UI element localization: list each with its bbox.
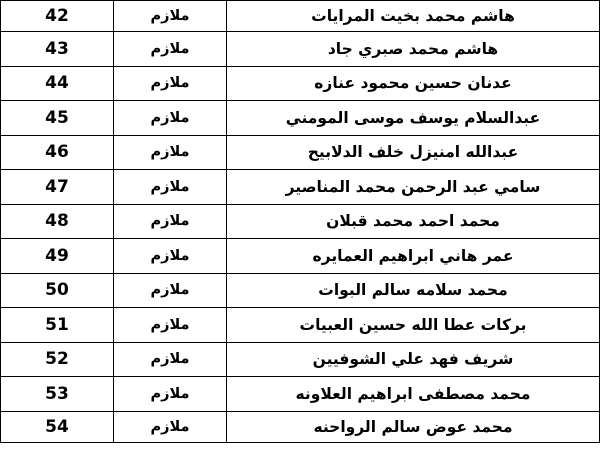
roster-table-body xyxy=(1,1,600,443)
cell-name: عبدالسلام يوسف موسى المومني xyxy=(227,101,600,136)
cell-number: 43 xyxy=(1,32,114,67)
cell-rank: ملازم xyxy=(114,239,227,274)
cell-name: عدنان حسين محمود عنازه xyxy=(227,66,600,101)
table-row xyxy=(1,204,600,239)
cell-number: 46 xyxy=(1,135,114,170)
cell-name: محمد عوض سالم الرواحنه xyxy=(227,411,600,442)
table-row xyxy=(1,101,600,136)
cell-rank: ملازم xyxy=(114,411,227,442)
cell-name: هاشم محمد بخيت المرايات xyxy=(227,1,600,32)
table-row xyxy=(1,1,600,32)
table-row xyxy=(1,377,600,412)
table-row xyxy=(1,411,600,442)
table-row xyxy=(1,273,600,308)
cell-name: عبدالله امنيزل خلف الدلابيح xyxy=(227,135,600,170)
cell-rank: ملازم xyxy=(114,273,227,308)
cell-rank: ملازم xyxy=(114,204,227,239)
table-row xyxy=(1,342,600,377)
cell-name: هاشم محمد صبري جاد xyxy=(227,32,600,67)
cell-rank: ملازم xyxy=(114,170,227,205)
cell-rank: ملازم xyxy=(114,32,227,67)
table-row xyxy=(1,66,600,101)
cell-number: 49 xyxy=(1,239,114,274)
cell-name: محمد احمد محمد قبلان xyxy=(227,204,600,239)
cell-rank: ملازم xyxy=(114,135,227,170)
cell-name: محمد سلامه سالم البوات xyxy=(227,273,600,308)
cell-number: 42 xyxy=(1,1,114,32)
cell-name: بركات عطا الله حسين العبيات xyxy=(227,308,600,343)
table-row xyxy=(1,239,600,274)
cell-number: 47 xyxy=(1,170,114,205)
cell-number: 54 xyxy=(1,411,114,442)
cell-number: 50 xyxy=(1,273,114,308)
cell-number: 52 xyxy=(1,342,114,377)
cell-rank: ملازم xyxy=(114,1,227,32)
cell-name: عمر هاني ابراهيم العمايره xyxy=(227,239,600,274)
table-row xyxy=(1,308,600,343)
table-row xyxy=(1,32,600,67)
table-row xyxy=(1,170,600,205)
cell-number: 48 xyxy=(1,204,114,239)
cell-name: سامي عبد الرحمن محمد المناصير xyxy=(227,170,600,205)
cell-name: محمد مصطفى ابراهيم العلاونه xyxy=(227,377,600,412)
cell-number: 44 xyxy=(1,66,114,101)
cell-rank: ملازم xyxy=(114,66,227,101)
cell-rank: ملازم xyxy=(114,377,227,412)
cell-rank: ملازم xyxy=(114,308,227,343)
cell-number: 45 xyxy=(1,101,114,136)
table-row xyxy=(1,135,600,170)
cell-rank: ملازم xyxy=(114,101,227,136)
cell-rank: ملازم xyxy=(114,342,227,377)
cell-number: 53 xyxy=(1,377,114,412)
cell-name: شريف فهد علي الشوفيين xyxy=(227,342,600,377)
cell-number: 51 xyxy=(1,308,114,343)
